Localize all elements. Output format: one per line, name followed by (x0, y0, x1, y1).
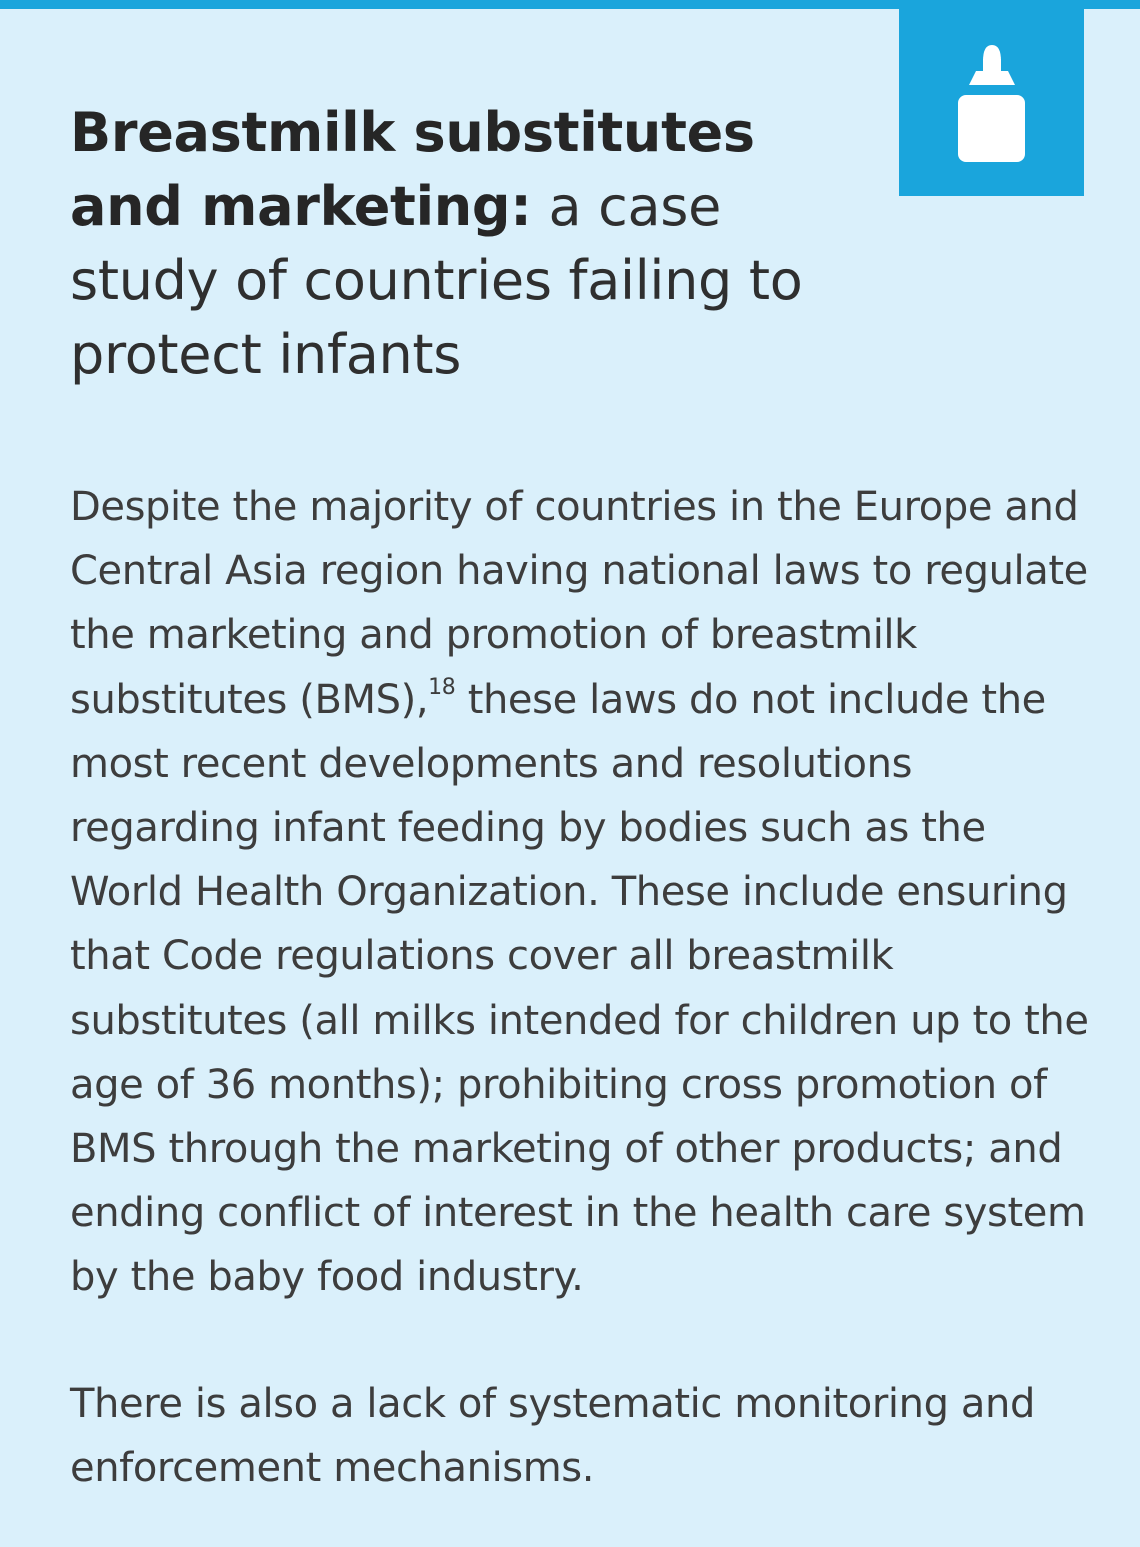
top-accent-rule (0, 0, 1140, 9)
baby-bottle-icon (899, 9, 1084, 196)
paragraph-1-text-start: Despite the majority of countries in the Europe and Central Asia region having national laws to regulate the marketing and promotion of breastmilk substitutes (BMS), (70, 484, 1088, 723)
title-bold-part: Breastmilk substitutes and marketing: (70, 101, 755, 238)
icon-panel (899, 9, 1084, 196)
reference-superscript: 18 (428, 675, 456, 701)
paragraph-1-text-end: these laws do not include the most recent developments and resolutions regarding infant feeding by bodies such as the World Health Organization. These include ensuring that Code regulations cover all breastmilk substitutes (all milks intended for children up to the age of 36 months); prohibiting cross promotion of BMS through the marketing of other products; and ending conflict of interest in the health care system by the baby food industry. (70, 676, 1089, 1301)
body-paragraph-2: There is also a lack of systematic monitoring and enforcement mechanisms. (70, 1381, 1035, 1492)
page-title (70, 96, 830, 392)
title-regular-part: a case study of countries failing to protect infants (70, 175, 803, 386)
body-paragraph-1 (70, 475, 1110, 1310)
